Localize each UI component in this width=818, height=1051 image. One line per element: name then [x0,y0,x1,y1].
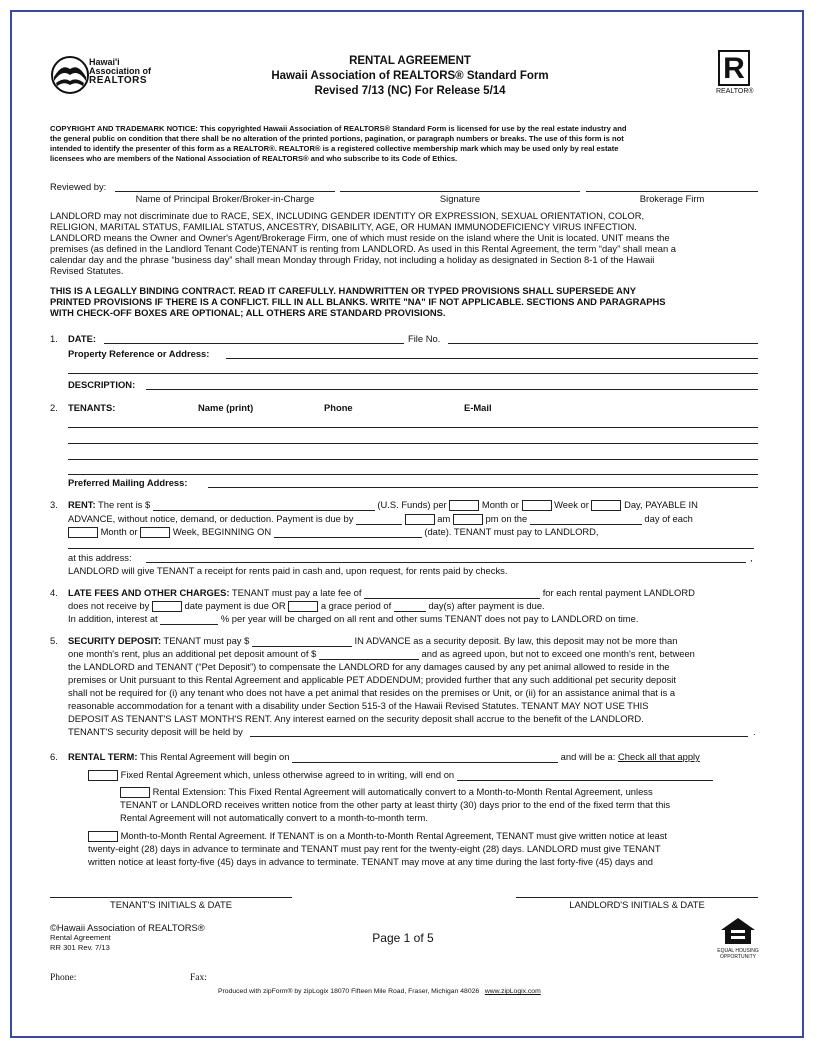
term-line-1 [68,751,700,763]
late-fee-field[interactable] [364,587,540,599]
description-label: DESCRIPTION: [68,379,136,390]
am-checkbox[interactable] [405,514,435,525]
tenant-row-4[interactable] [68,474,758,475]
deposit-line-3: the LANDLORD and TENANT (“Pet Deposit”) to compensate the LANDLORD for any damages caused by any pet animal allowed to reside in the [68,661,670,672]
due-date-checkbox[interactable] [152,601,182,612]
fixed-term-line [88,769,713,781]
brokerage-firm-caption: Brokerage Firm [639,193,705,204]
late-fees-label: LATE FEES AND OTHER CHARGES: [68,587,230,598]
notice-line-2: the general public on condition that there shall be no alteration of the printed portions, pagination, or paragraph numbers or breaks. The use of this form is not [50,134,624,143]
pm-on-text: pm on the [485,513,528,524]
realtor-logo [714,48,756,98]
col-email-label: E-Mail [464,402,492,413]
late-fee-line-2 [68,600,545,612]
rent-is-text: The rent is $ [98,499,151,510]
s1-number: 1. [50,333,58,344]
will-be-text: and will be a: [560,751,616,762]
week-or-text: Week or [554,499,589,510]
s4-number: 4. [50,587,58,598]
pay-address-field[interactable] [146,562,746,563]
check-all-text: Check all that apply [618,751,700,762]
landlord-initials-label: LANDLORD'S INITIALS & DATE [569,899,705,910]
receipt-text: LANDLORD will give TENANT a receipt for rents paid in cash and, upon request, for rents paid by checks. [68,565,508,576]
deposit-line-1 [68,635,677,647]
s1-date-label: DATE: [68,333,96,344]
month-or2-text: Month or [100,526,138,537]
col-name-label: Name (print) [198,402,254,413]
rent-per-day-checkbox[interactable] [591,500,621,511]
rent-line-2 [68,513,693,525]
broker-signature-field[interactable] [340,191,580,192]
mtm-text-1: Month-to-Month Rental Agreement. If TENANT is on a Month-to-Month Rental Agreement, TENANT must give written notice at least [120,830,668,841]
tenants-label: TENANTS: [68,402,116,413]
footer-copyright: ©Hawaii Association of REALTORS® [50,922,205,933]
deposit-line-4: premises or Unit pursuant to this Rental Agreement and applicable PET ADDENDUM; provided further that any such additional pet security deposit [68,674,676,685]
rent-per-week-checkbox[interactable] [522,500,552,511]
realtor-label: REALTOR® [716,88,754,95]
deposit-line-2 [68,648,695,660]
tenant-initials-field[interactable] [50,897,292,898]
hawaii-realtors-logo [50,55,168,97]
funds-text: (U.S. Funds) per [377,499,447,510]
brokerage-firm-field[interactable] [586,191,758,192]
days-after-text: day(s) after payment is due. [428,600,545,611]
binding-line-1: THIS IS A LEGALLY BINDING CONTRACT. READ IT CAREFULLY. HANDWRITTEN OR TYPED PROVISIONS SHALL SUPERSEDE ANY [50,285,636,296]
pet-deposit-text-b: and as agreed upon, but not to exceed one month's rent, between [421,648,695,659]
rent-per-month-checkbox[interactable] [449,500,479,511]
s3-number: 3. [50,499,58,510]
each-week-checkbox[interactable] [140,527,170,538]
ziplogix-link[interactable]: www.zipLogix.com [484,988,541,995]
intro-line-5: calendar day and the phrase “business day” shall mean Monday through Friday, not including a holiday as designated in Section 8-1 of the Hawaii [50,254,655,265]
pet-deposit-text-a: one month's rent, plus an additional pet deposit amount of $ [68,648,317,659]
footer-form-name: Rental Agreement [50,933,111,942]
due-day-field[interactable] [530,513,642,525]
in-advance-text: IN ADVANCE as a security deposit. By law, this deposit may not be more than [354,635,678,646]
address-comma: , [750,552,753,563]
notice-line-3: intended to identify the presenter of this form as a REALTOR®. REALTOR® is a registered collective membership mark which may be used only by real estate [50,144,619,153]
late-fee-line-1 [68,587,695,599]
col-phone-label: Phone [324,402,353,413]
interest-text-b: % per year will be charged on all rent and other sums TENANT does not pay to LANDLORD on time. [220,613,639,624]
tenant-row-2[interactable] [68,443,758,444]
date-field[interactable] [104,343,404,344]
binding-line-3: WITH CHECK-OFF BOXES ARE OPTIONAL; ALL OTHERS ARE STANDARD PROVISIONS. [50,307,446,318]
intro-line-2: RELIGION, MARITAL STATUS, FAMILIAL STATUS, ANCESTRY, DISABILITY, AGE, OR HUMAN IMMUNODEFICIENCY VIRUS INFECTION. [50,221,637,232]
produced-by-text: Produced with zipForm® by zipLogix 18070 Fifteen Mile Road, Fraser, Michigan 48026 [218,988,480,995]
fixed-term-checkbox[interactable] [88,770,118,781]
form-subtitle: Hawaii Association of REALTORS® Standard Form [271,70,549,82]
fixed-term-text: Fixed Rental Agreement which, unless otherwise agreed to in writing, will end on [120,769,455,780]
pet-deposit-field[interactable] [319,648,419,660]
footer-form-rev: RR 301 Rev. 7/13 [50,943,110,952]
intro-line-1: LANDLORD may not discriminate due to RACE, SEX, INCLUDING GENDER IDENTITY OR EXPRESSION, SEXUAL ORIENTATION, COLOR, [50,210,645,221]
beginning-date-field[interactable] [274,526,422,538]
property-address-field-2[interactable] [68,373,758,374]
deposit-line-7: DEPOSIT AS TENANT'S LAST MONTH'S RENT. Any interest earned on the security deposit shall accrue to the benefit of the LANDLORD. [68,713,644,724]
tenant-row-3[interactable] [68,459,758,460]
pay-to-field[interactable] [68,548,754,549]
security-deposit-label: SECURITY DEPOSIT: [68,635,162,646]
each-month-checkbox[interactable] [68,527,98,538]
form-revision: Revised 7/13 (NC) For Release 5/14 [314,85,506,97]
intro-line-3: LANDLORD means the Owner and Owner's Agent/Brokerage Firm, one of which must reside on the island where the Unit is located. UNIT means the [50,232,670,243]
deposit-line-6: reasonable accommodation for a tenant with a disability under Section 515-3 of the Hawaii Revised Statutes. TENANT MAY NOT USE THIS [68,700,649,711]
day-of-each-text: day of each [644,513,693,524]
date-must-pay-text: (date). TENANT must pay to LANDLORD, [424,526,599,537]
interest-text-a: In addition, interest at [68,613,158,624]
grace-period-text: a grace period of [320,600,392,611]
broker-name-caption: Name of Principal Broker/Broker-in-Charge [135,193,315,204]
deposit-period: . [753,726,756,737]
reviewed-by-label: Reviewed by: [50,181,107,192]
equal-housing-icon [718,916,758,946]
intro-line-6: Revised Statutes. [50,265,124,276]
file-no-label: File No. [408,333,441,344]
eho-text-1: EQUAL HOUSING [717,948,759,954]
extension-line-1 [120,786,653,798]
tenant-row-1[interactable] [68,427,758,428]
rent-label: RENT: [68,499,96,510]
month-to-month-checkbox[interactable] [88,831,118,842]
phone-label: Phone: [50,973,77,983]
not-receive-text: does not receive by [68,600,150,611]
deposit-line-8: TENANT'S security deposit will be held by [68,726,243,737]
page-number: Page 1 of 5 [372,931,434,945]
notice-line-4: licensees who are members of the National Association of REALTORS® and who subscribe to its Code of Ethics. [50,154,458,163]
begin-on-text: This Rental Agreement will begin on [139,751,290,762]
tenant-initials-label: TENANT'S INITIALS & DATE [110,899,232,910]
description-field[interactable] [146,389,758,390]
binding-line-2: PRINTED PROVISIONS IF THERE IS A CONFLICT. FILL IN ALL BLANKS. WRITE "NA" IF NOT APPLICABLE. SECTIONS AND PARAGRAPHS [50,296,666,307]
broker-name-field[interactable] [115,191,335,192]
am-text: am [437,513,451,524]
must-pay-text: TENANT must pay $ [163,635,250,646]
grace-period-checkbox[interactable] [288,601,318,612]
begin-date-field[interactable] [292,751,558,763]
mtm-line-3: written notice at least forty-five (45) days in advance to terminate. TENANT may move at any time during the last forty-five (45) days and [88,856,654,867]
logo-text-3: REALTORS [89,75,148,86]
mtm-line-1 [88,830,667,842]
due-time-field[interactable] [356,513,402,525]
advance-text: ADVANCE, without notice, demand, or deduction. Payment is due by [68,513,354,524]
property-label: Property Reference or Address: [68,348,210,359]
eho-text-2: OPPORTUNITY [719,954,757,960]
rent-line-3 [68,526,599,538]
late-fee-line-3 [68,613,638,625]
intro-line-4: premises (as defined in the Landlord Tenant Code)TENANT is renting from LANDLORD. As used in this Rental Agreement, the term “day” shall mean a [50,243,676,254]
interest-rate-field[interactable] [160,613,218,625]
mailing-address-field[interactable] [208,487,758,488]
date-due-or-text: date payment is due OR [184,600,286,611]
file-no-field[interactable] [448,343,758,344]
logo-text-1: Hawai'i [89,57,120,67]
fixed-end-date-field[interactable] [457,769,713,781]
produced-by-line [218,988,541,995]
fax-label: Fax: [190,973,207,983]
signature-caption: Signature [439,193,481,204]
pm-checkbox[interactable] [453,514,483,525]
property-address-field[interactable] [226,358,758,359]
security-deposit-field[interactable] [252,635,352,647]
equal-housing-logo [716,916,760,962]
logo-text-2: Association of [89,66,152,76]
week-beginning-text: Week, BEGINNING ON [172,526,272,537]
rent-amount-field[interactable] [153,499,375,511]
realtor-r-mark: R [718,50,750,86]
notice-line-1: COPYRIGHT AND TRADEMARK NOTICE: This copyrighted Hawaii Association of REALTORS® Standard Form is licensed for use by the real estate industry and [50,124,627,133]
late-fee-text-a: TENANT must pay a late fee of [231,587,362,598]
s6-number: 6. [50,751,58,762]
mtm-line-2: twenty-eight (28) days in advance to terminate and TENANT must pay rent for the twenty-eight (28) days. LANDLORD must give TENANT [88,843,661,854]
late-fee-text-b: for each rental payment LANDLORD [542,587,695,598]
day-payable-text: Day, PAYABLE IN [624,499,698,510]
grace-days-field[interactable] [394,600,426,612]
rental-extension-checkbox[interactable] [120,787,150,798]
rent-line-1 [68,499,698,511]
deposit-holder-field[interactable] [250,736,748,737]
s5-number: 5. [50,635,58,646]
rental-term-label: RENTAL TERM: [68,751,138,762]
mailing-address-label: Preferred Mailing Address: [68,477,188,488]
deposit-line-5: shall not be required for (i) any tenant who does not have a pet animal that resides on the premises or Unit, or (ii) for an assistance animal that is a [68,687,676,698]
s2-number: 2. [50,402,58,413]
form-title: RENTAL AGREEMENT [349,55,471,67]
extension-text-1: Rental Extension: This Fixed Rental Agreement will automatically convert to a Month-to-Month Rental Agreement, unless [152,786,653,797]
extension-line-2: TENANT or LANDLORD receives written notice from the other party at least thirty (30) days prior to the end of the fixed term that this [120,799,671,810]
at-address-label: at this address: [68,552,132,563]
landlord-initials-field[interactable] [516,897,758,898]
wave-logo-icon [50,55,90,95]
extension-line-3: Rental Agreement will not automatically convert to a month-to-month term. [120,812,428,823]
month-or-text: Month or [481,499,519,510]
